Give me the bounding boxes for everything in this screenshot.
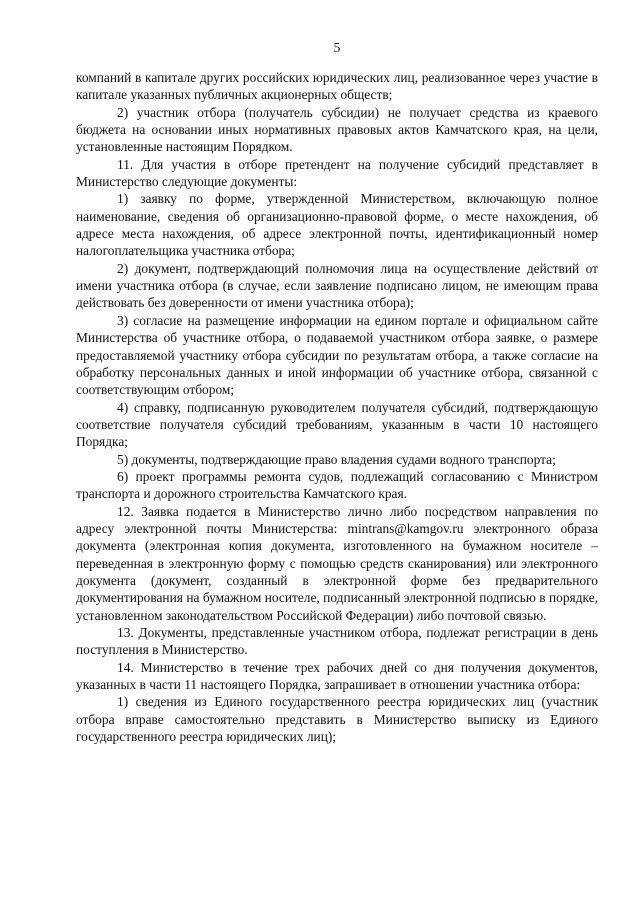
paragraph: 1) сведения из Единого государственного реестра юридических лиц (участник отбора вправе самостоятельно представить в Министерство выписку из Единого государственного реестра юридических лиц);: [76, 694, 598, 745]
paragraph: 2) участник отбора (получатель субсидии) не получает средства из краевого бюджета на основании иных нормативных правовых актов Камчатского края, на цели, установленные настоящим Порядком.: [76, 104, 598, 155]
paragraph: 3) согласие на размещение информации на едином портале и официальном сайте Министерства об участнике отбора, о подаваемой участником отбора заявке, о размере предоставляемой участнику отбора субсидии по результатам отбора, а также согласие на обработку персональных данных и иной информации об участнике отбора, связанной с соответствующим отбором;: [76, 312, 598, 398]
paragraph: 11. Для участия в отборе претендент на получение субсидий представляет в Министерство следующие документы:: [76, 156, 598, 190]
paragraph: компаний в капитале других российских юридических лиц, реализованное через участие в капитале указанных публичных акционерных обществ;: [76, 70, 598, 103]
document-body: [76, 69, 598, 745]
paragraph: 13. Документы, представленные участником отбора, подлежат регистрации в день поступления в Министерство.: [76, 625, 598, 658]
paragraph: 14. Министерство в течение трех рабочих дней со дня получения документов, указанных в части 11 настоящего Порядка, запрашивает в отношении участника отбора:: [76, 659, 598, 693]
paragraph: 6) проект программы ремонта судов, подлежащий согласованию с Министром транспорта и дорожного строительства Камчатского края.: [76, 468, 598, 502]
paragraph: 2) документ, подтверждающий полномочия лица на осуществление действий от имени участника отбора (в случае, если заявление подписано лицом, не имеющим права действовать без доверенности от имени участника отбора);: [76, 260, 598, 311]
paragraph: 5) документы, подтверждающие право владения судами водного транспорта;: [117, 451, 556, 467]
paragraph: 1) заявку по форме, утвержденной Министерством, включающую полное наименование, сведения об организационно-правовой форме, о месте нахождения, об адресе места нахождения, об адресе электронной почты, идентификационный номер налогоплательщика участника отбора;: [76, 191, 598, 259]
page-number: 5: [333, 40, 341, 55]
paragraph: 4) справку, подписанную руководителем получателя субсидий, подтверждающую соответствие получателя субсидий требованиям, указанным в части 10 настоящего Порядка;: [76, 399, 598, 450]
paragraph: 12. Заявка подается в Министерство лично либо посредством направления по адресу электронной почты Министерства: mintrans@kamgov.ru электронного образа документа (электронная копия документа, изготовленного на бумажном носителе – переведенная в электронную форму с помощью средств сканирования) или электронного документа (документ, созданный в электронной форме без предварительного документирования на бумажном носителе, подписанный электронной подписью в порядке, установленном законодательством Российской Федерации) либо почтовой связью.: [76, 503, 598, 623]
